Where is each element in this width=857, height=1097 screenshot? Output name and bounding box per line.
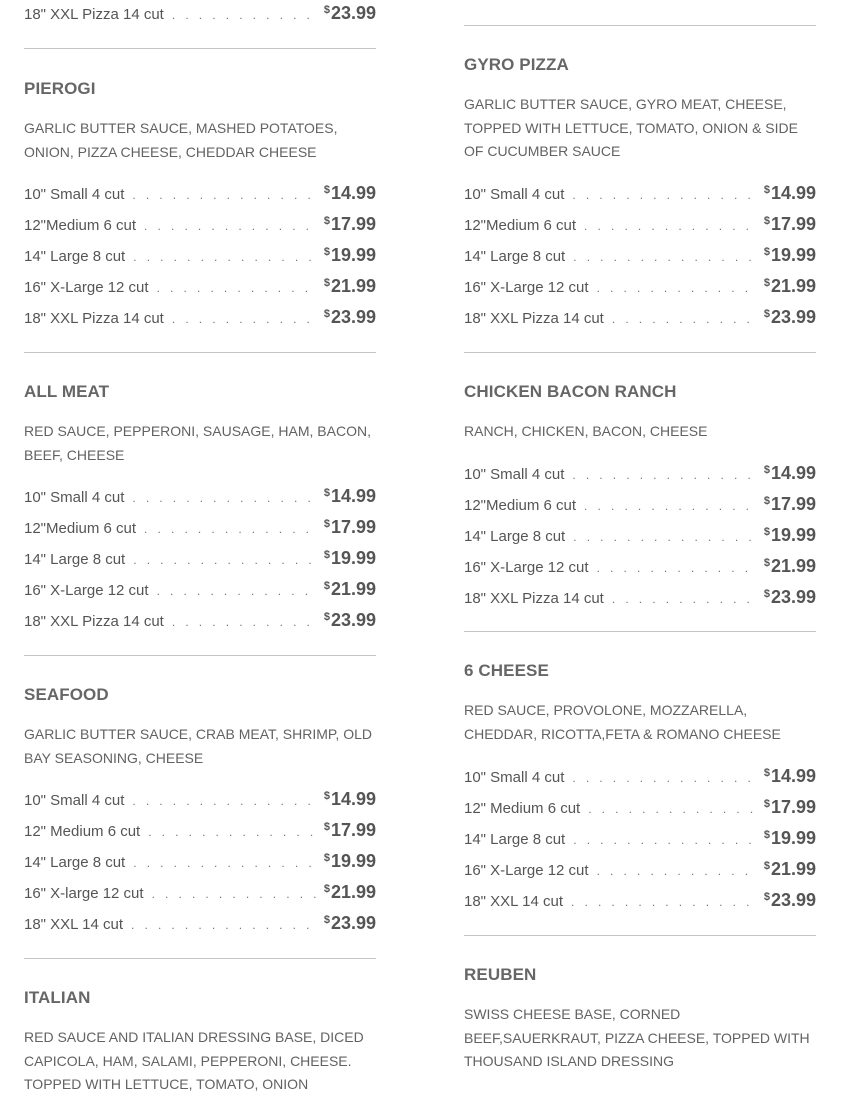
size-label: 14" Large 8 cut: [464, 831, 566, 848]
price-row: [464, 494, 816, 518]
size-label: 10" Small 4 cut: [24, 186, 125, 203]
price-value: 23.99: [330, 307, 376, 327]
section-divider: [24, 48, 376, 49]
price: [764, 245, 816, 266]
section-title: GYRO PIZZA: [464, 55, 569, 74]
section-description: RANCH, CHICKEN, BACON, CHEESE: [464, 423, 708, 439]
size-label: 14" Large 8 cut: [24, 854, 126, 871]
price: [324, 882, 376, 903]
currency-symbol: $: [323, 215, 330, 227]
price: [764, 463, 816, 484]
size-label: 18" XXL Pizza 14 cut: [24, 310, 164, 327]
price-row: [464, 245, 816, 269]
price: [324, 548, 376, 569]
price: [324, 579, 376, 600]
price-row: [24, 789, 376, 813]
price-row: [24, 214, 376, 238]
size-label: 14" Large 8 cut: [24, 248, 126, 265]
section-title: CHICKEN BACON RANCH: [464, 382, 677, 401]
dot-leader: [157, 584, 318, 598]
price-value: 14.99: [330, 789, 376, 809]
currency-symbol: $: [763, 588, 770, 600]
price: [324, 610, 376, 631]
price-row: [464, 587, 816, 611]
section-description: GARLIC BUTTER SAUCE, CRAB MEAT, SHRIMP, OLD BAY SEASONING, CHEESE: [24, 726, 372, 766]
section-title: REUBEN: [464, 965, 537, 984]
price: [324, 214, 376, 235]
currency-symbol: $: [323, 549, 330, 561]
price-row: [464, 183, 816, 207]
price-row: [464, 276, 816, 300]
price-value: 23.99: [770, 890, 816, 910]
section-description: RED SAUCE, PROVOLONE, MOZZARELLA, CHEDDAR, RICOTTA,FETA & ROMANO CHEESE: [464, 702, 781, 742]
size-label: 18" XXL Pizza 14 cut: [464, 590, 604, 607]
dot-leader: [572, 771, 757, 785]
price-value: 23.99: [770, 587, 816, 607]
currency-symbol: $: [763, 246, 770, 258]
size-label: 12"Medium 6 cut: [24, 520, 137, 537]
size-label: 10" Small 4 cut: [464, 466, 565, 483]
price-row: [24, 913, 376, 937]
dot-leader: [131, 918, 318, 932]
price-value: 14.99: [330, 486, 376, 506]
currency-symbol: $: [323, 184, 330, 196]
size-label: 16" X-Large 12 cut: [464, 279, 589, 296]
price-value: 21.99: [770, 556, 816, 576]
price-value: 17.99: [330, 214, 376, 234]
dot-leader: [588, 802, 758, 816]
price-row: [24, 610, 376, 634]
price-value: 23.99: [770, 307, 816, 327]
price: [764, 766, 816, 787]
price-value: 21.99: [770, 859, 816, 879]
price-row: [24, 486, 376, 510]
price-value: 19.99: [770, 828, 816, 848]
price-row: [24, 579, 376, 603]
price-value: 17.99: [770, 494, 816, 514]
size-label: 18" XXL Pizza 14 cut: [24, 613, 164, 630]
currency-symbol: $: [763, 184, 770, 196]
dot-leader: [573, 250, 758, 264]
price: [324, 851, 376, 872]
size-label: 16" X-large 12 cut: [24, 885, 144, 902]
price-value: 21.99: [770, 276, 816, 296]
price-row: [464, 556, 816, 580]
currency-symbol: $: [763, 526, 770, 538]
price-row: [464, 828, 816, 852]
currency-symbol: $: [763, 464, 770, 476]
price: [764, 307, 816, 328]
dot-leader: [144, 219, 318, 233]
price-value: 21.99: [330, 276, 376, 296]
size-label: 18" XXL 14 cut: [24, 916, 124, 933]
price-row: [464, 890, 816, 914]
dot-leader: [148, 825, 318, 839]
price-value: 19.99: [330, 851, 376, 871]
price-row: [24, 276, 376, 300]
price: [324, 517, 376, 538]
currency-symbol: $: [323, 611, 330, 623]
currency-symbol: $: [323, 914, 330, 926]
section-divider: [24, 655, 376, 656]
dot-leader: [572, 468, 757, 482]
price-value: 19.99: [330, 245, 376, 265]
price-row: [464, 307, 816, 331]
price: [764, 890, 816, 911]
currency-symbol: $: [323, 790, 330, 802]
dot-leader: [172, 8, 318, 22]
dot-leader: [133, 250, 318, 264]
currency-symbol: $: [323, 821, 330, 833]
price-row: [464, 766, 816, 790]
size-label: 18" XXL Pizza 14 cut: [464, 310, 604, 327]
price: [764, 276, 816, 297]
price-row: [464, 214, 816, 238]
price-value: 14.99: [770, 183, 816, 203]
size-label: 14" Large 8 cut: [464, 248, 566, 265]
price-value: 19.99: [770, 525, 816, 545]
currency-symbol: $: [323, 246, 330, 258]
section-description: GARLIC BUTTER SAUCE, MASHED POTATOES, ONION, PIZZA CHEESE, CHEDDAR CHEESE: [24, 120, 338, 160]
currency-symbol: $: [763, 860, 770, 872]
price-row: [464, 797, 816, 821]
price-value: 17.99: [330, 517, 376, 537]
section-divider: [464, 25, 816, 26]
currency-symbol: $: [763, 767, 770, 779]
price: [324, 183, 376, 204]
price-value: 17.99: [330, 820, 376, 840]
currency-symbol: $: [323, 852, 330, 864]
dot-leader: [172, 615, 318, 629]
currency-symbol: $: [763, 308, 770, 320]
size-label: 16" X-Large 12 cut: [24, 582, 149, 599]
size-label: 14" Large 8 cut: [24, 551, 126, 568]
size-label: 16" X-Large 12 cut: [464, 559, 589, 576]
section-title: PIEROGI: [24, 79, 96, 98]
size-label: 18" XXL Pizza 14 cut: [24, 6, 164, 23]
price-value: 21.99: [330, 579, 376, 599]
price-value: 23.99: [330, 3, 376, 23]
dot-leader: [133, 553, 318, 567]
dot-leader: [597, 864, 758, 878]
price-row: [24, 882, 376, 906]
dot-leader: [612, 312, 758, 326]
dot-leader: [133, 856, 318, 870]
price-value: 14.99: [770, 463, 816, 483]
price: [764, 859, 816, 880]
dot-leader: [584, 219, 758, 233]
size-label: 12"Medium 6 cut: [464, 217, 577, 234]
dot-leader: [584, 499, 758, 513]
price: [324, 789, 376, 810]
price: [324, 486, 376, 507]
price: [324, 245, 376, 266]
size-label: 10" Small 4 cut: [24, 489, 125, 506]
size-label: 10" Small 4 cut: [464, 186, 565, 203]
currency-symbol: $: [763, 891, 770, 903]
price: [764, 828, 816, 849]
section-title: 6 CHEESE: [464, 661, 549, 680]
price-row: [24, 3, 376, 27]
price-row: [24, 548, 376, 572]
size-label: 14" Large 8 cut: [464, 528, 566, 545]
dot-leader: [573, 833, 758, 847]
size-label: 18" XXL 14 cut: [464, 893, 564, 910]
price: [324, 820, 376, 841]
section-divider: [464, 631, 816, 632]
price-value: 23.99: [330, 913, 376, 933]
price-row: [24, 245, 376, 269]
section-divider: [464, 352, 816, 353]
price-row: [464, 463, 816, 487]
price: [324, 3, 376, 24]
currency-symbol: $: [763, 495, 770, 507]
size-label: 12" Medium 6 cut: [464, 800, 581, 817]
dot-leader: [612, 592, 758, 606]
price: [764, 214, 816, 235]
currency-symbol: $: [763, 215, 770, 227]
price-value: 14.99: [770, 766, 816, 786]
section-title: SEAFOOD: [24, 685, 109, 704]
price-row: [464, 525, 816, 549]
dot-leader: [597, 561, 758, 575]
price-row: [24, 183, 376, 207]
price-value: 14.99: [330, 183, 376, 203]
price: [764, 797, 816, 818]
currency-symbol: $: [763, 829, 770, 841]
currency-symbol: $: [763, 798, 770, 810]
price: [324, 276, 376, 297]
price-value: 19.99: [770, 245, 816, 265]
dot-leader: [571, 895, 758, 909]
size-label: 12"Medium 6 cut: [464, 497, 577, 514]
currency-symbol: $: [323, 4, 330, 16]
section-title: ALL MEAT: [24, 382, 110, 401]
price: [764, 183, 816, 204]
section-divider: [464, 935, 816, 936]
size-label: 12" Medium 6 cut: [24, 823, 141, 840]
size-label: 10" Small 4 cut: [24, 792, 125, 809]
currency-symbol: $: [323, 308, 330, 320]
price-value: 21.99: [330, 882, 376, 902]
currency-symbol: $: [763, 277, 770, 289]
section-title: ITALIAN: [24, 988, 91, 1007]
price: [764, 494, 816, 515]
price-row: [24, 307, 376, 331]
currency-symbol: $: [323, 487, 330, 499]
price-row: [464, 859, 816, 883]
size-label: 10" Small 4 cut: [464, 769, 565, 786]
price: [764, 587, 816, 608]
dot-leader: [573, 530, 758, 544]
currency-symbol: $: [763, 557, 770, 569]
price: [324, 913, 376, 934]
size-label: 12"Medium 6 cut: [24, 217, 137, 234]
size-label: 16" X-Large 12 cut: [24, 279, 149, 296]
section-description: RED SAUCE, PEPPERONI, SAUSAGE, HAM, BACON, BEEF, CHEESE: [24, 423, 371, 463]
dot-leader: [132, 188, 317, 202]
dot-leader: [172, 312, 318, 326]
price-value: 19.99: [330, 548, 376, 568]
section-divider: [24, 352, 376, 353]
price-value: 23.99: [330, 610, 376, 630]
price-value: 17.99: [770, 214, 816, 234]
section-description: GARLIC BUTTER SAUCE, GYRO MEAT, CHEESE, TOPPED WITH LETTUCE, TOMATO, ONION & SIDE OF CUCUMBER SAUCE: [464, 96, 798, 160]
dot-leader: [152, 887, 318, 901]
currency-symbol: $: [323, 580, 330, 592]
price-row: [24, 517, 376, 541]
dot-leader: [144, 522, 318, 536]
section-description: SWISS CHEESE BASE, CORNED BEEF,SAUERKRAUT, PIZZA CHEESE, TOPPED WITH THOUSAND ISLAND DRESSING: [464, 1006, 810, 1070]
price: [764, 556, 816, 577]
dot-leader: [572, 188, 757, 202]
dot-leader: [132, 794, 317, 808]
currency-symbol: $: [323, 277, 330, 289]
currency-symbol: $: [323, 518, 330, 530]
dot-leader: [132, 491, 317, 505]
price-row: [24, 851, 376, 875]
price: [764, 525, 816, 546]
price-row: [24, 820, 376, 844]
price-value: 17.99: [770, 797, 816, 817]
section-description: RED SAUCE AND ITALIAN DRESSING BASE, DICED CAPICOLA, HAM, SALAMI, PEPPERONI, CHEESE. TOPPED WITH LETTUCE, TOMATO, ONION: [24, 1029, 364, 1093]
dot-leader: [157, 281, 318, 295]
price: [324, 307, 376, 328]
dot-leader: [597, 281, 758, 295]
currency-symbol: $: [323, 883, 330, 895]
size-label: 16" X-Large 12 cut: [464, 862, 589, 879]
section-divider: [24, 958, 376, 959]
